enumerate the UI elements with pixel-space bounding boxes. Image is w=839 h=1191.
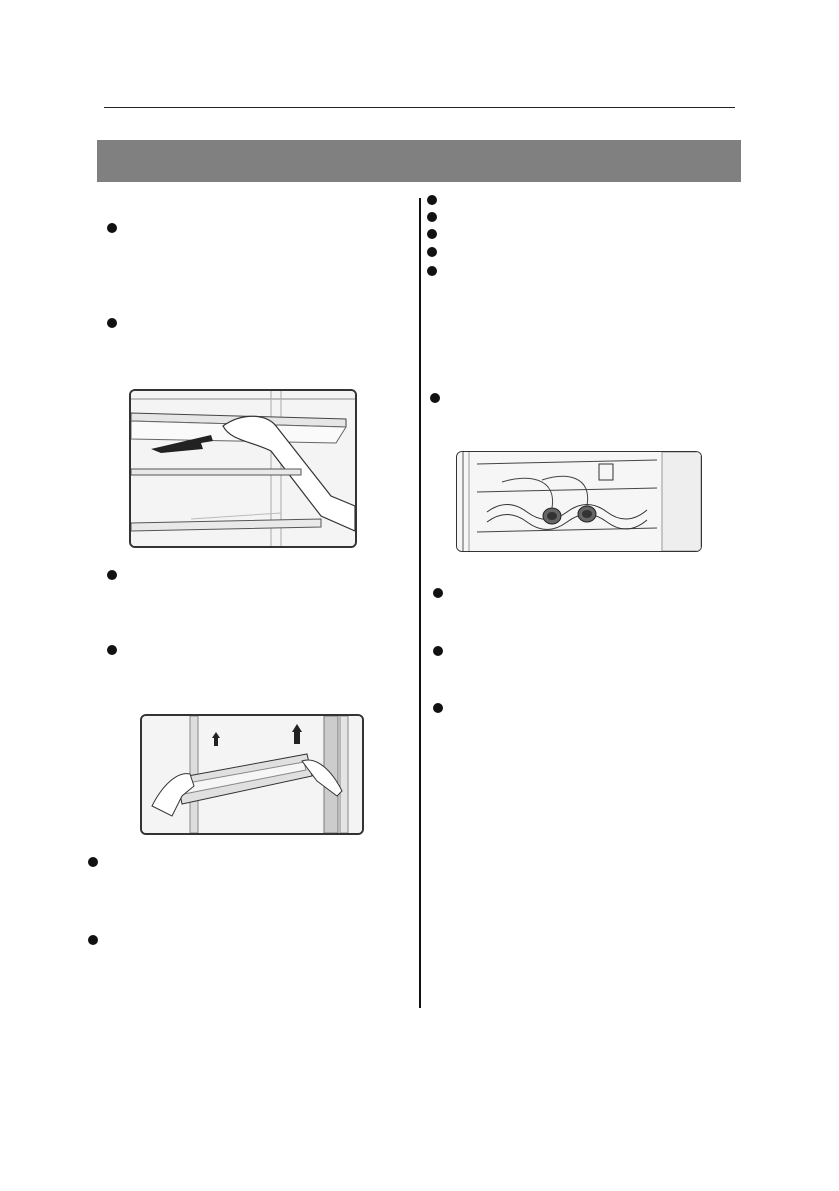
- bullet-marker: [427, 195, 437, 205]
- bullet-marker: [427, 247, 437, 257]
- wine-rack-illustration: [456, 451, 702, 552]
- bullet-marker: [427, 266, 437, 276]
- bullet-marker: [107, 570, 117, 580]
- door-balcony-illustration: [140, 714, 364, 835]
- bullet-marker: [107, 223, 117, 233]
- bullet-marker: [430, 393, 440, 403]
- column-divider: [419, 198, 421, 1008]
- header-rule: [104, 107, 735, 108]
- bullet-marker: [427, 212, 437, 222]
- bullet-marker: [433, 646, 443, 656]
- shelf-insertion-drawing: [131, 391, 355, 546]
- shelf-insertion-illustration: [129, 389, 357, 548]
- wine-rack-drawing: [457, 452, 701, 551]
- section-banner: [97, 140, 741, 182]
- bullet-marker: [433, 588, 443, 598]
- bullet-marker: [107, 318, 117, 328]
- bullet-marker: [107, 645, 117, 655]
- bullet-marker: [433, 703, 443, 713]
- door-balcony-drawing: [142, 716, 362, 833]
- bullet-marker: [427, 229, 437, 239]
- bullet-marker: [88, 935, 98, 945]
- bullet-marker: [88, 857, 98, 867]
